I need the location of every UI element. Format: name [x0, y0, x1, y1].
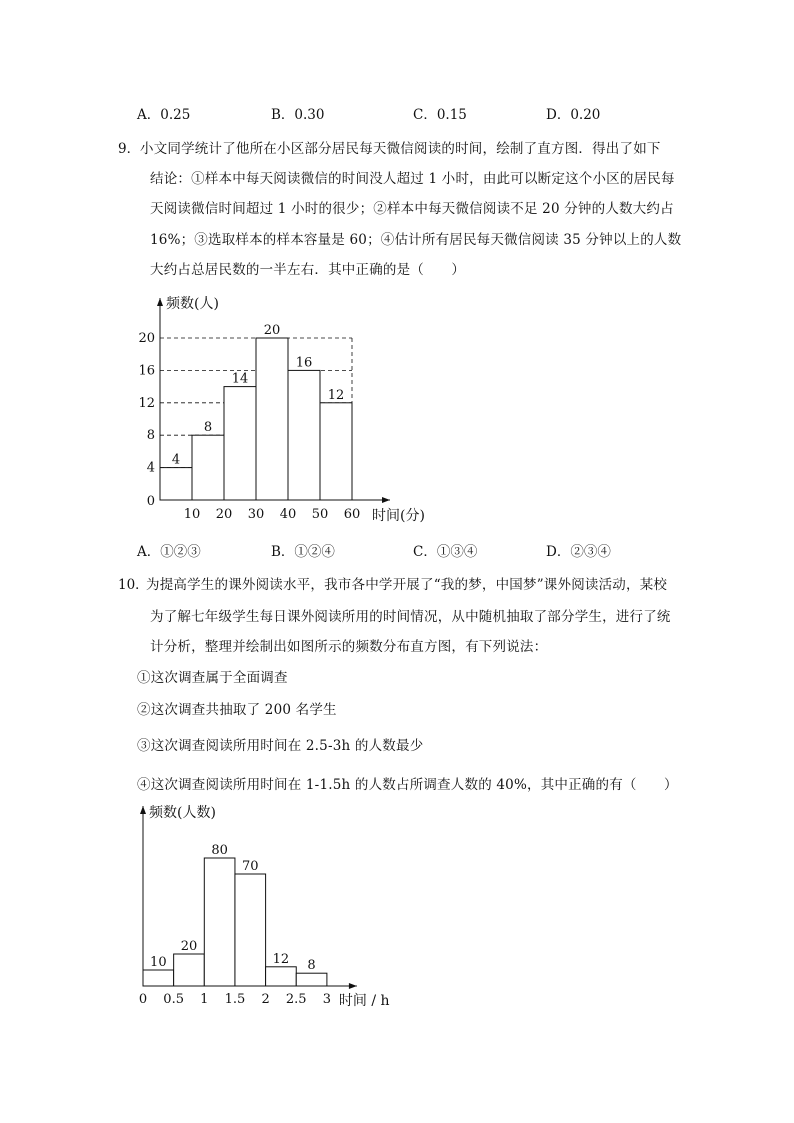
data-label: 20: [180, 939, 198, 954]
data-label: 80: [211, 843, 228, 858]
statement: ④这次调查阅读所用时间在 1-1.5h 的人数占所调查人数的 40%，其中正确的有（ ）: [137, 777, 678, 793]
y-axis-label: 频数(人): [166, 296, 219, 312]
option-c[interactable]: C．①③④: [413, 544, 478, 560]
option-d[interactable]: D．②③④: [546, 544, 611, 560]
x-axis-label: 时间 / h: [338, 993, 390, 1009]
x-tick-label: 2.5: [285, 992, 307, 1007]
question-text-line: 小文同学统计了他所在小区部分居民每天微信阅读的时间，绘制了直方图．得出了如下: [140, 141, 661, 157]
y-tick-label: 20: [138, 331, 155, 346]
data-label: 12: [272, 951, 290, 967]
x-tick-label: 0: [138, 992, 148, 1007]
question-text-line: 结论：①样本中每天阅读微信的时间没人超过 1 小时，由此可以断定这个小区的居民每: [150, 171, 675, 187]
option-b[interactable]: B．①②④: [271, 544, 335, 560]
histogram-bar: [174, 954, 205, 986]
x-tick-label: 40: [279, 507, 297, 522]
question-text-line: 为提高学生的课外阅读水平，我市各中学开展了“我的梦，中国梦”课外阅读活动，某校: [146, 577, 668, 593]
x-axis-arrow: [349, 983, 357, 989]
question-text-line: 计分析，整理并绘制出如图所示的频数分布直方图，有下列说法：: [150, 639, 548, 655]
x-tick-label: 1: [200, 992, 209, 1007]
data-label: 4: [171, 452, 181, 468]
data-label: 20: [263, 323, 281, 338]
histogram-bar: [266, 967, 297, 986]
x-tick-label: 20: [215, 507, 233, 522]
x-axis-arrow: [382, 497, 390, 503]
data-label: 70: [242, 859, 259, 874]
question-text-line: 天阅读微信时间超过 1 小时的很少；②样本中每天微信阅读不足 20 分钟的人数大约占: [150, 201, 674, 217]
histogram-bar: [235, 874, 266, 986]
x-tick-label: 1.5: [224, 992, 246, 1007]
y-axis-arrow: [140, 806, 146, 814]
statement: ③这次调查阅读所用时间在 2.5-3h 的人数最少: [137, 738, 424, 754]
x-tick-label: 2: [261, 992, 270, 1007]
question-number: 10．: [118, 577, 149, 593]
origin-label: 0: [146, 494, 155, 509]
question-number: 9．: [118, 141, 141, 157]
option-a[interactable]: A．0.25: [137, 107, 191, 123]
x-tick-label: 50: [311, 507, 329, 522]
x-tick-label: 60: [343, 507, 361, 522]
question-text-line: 大约占总居民数的一半左右．其中正确的是（ ）: [150, 262, 466, 278]
data-label: 16: [295, 355, 313, 371]
histogram-bar: [192, 435, 224, 500]
data-label: 14: [231, 371, 249, 387]
x-axis-label: 时间(分): [372, 508, 425, 524]
y-axis-label: 频数(人数): [149, 805, 216, 821]
y-tick-label: 12: [138, 395, 155, 411]
x-tick-label: 10: [183, 507, 201, 522]
histogram-chart-2: [120, 800, 410, 1012]
statement: ①这次调查属于全面调查: [137, 670, 288, 686]
y-tick-label: 16: [138, 363, 155, 379]
x-tick-label: 3: [322, 992, 332, 1007]
x-tick-label: 30: [247, 507, 265, 522]
y-axis-arrow: [157, 298, 163, 306]
histogram-bar: [320, 403, 352, 500]
option-c[interactable]: C．0.15: [413, 107, 467, 123]
option-a[interactable]: A．①②③: [137, 544, 201, 560]
question-text-line: 为了解七年级学生每日课外阅读所用的时间情况，从中随机抽取了部分学生，进行了统: [150, 609, 671, 625]
histogram-chart-1: [120, 288, 440, 528]
y-tick-label: 4: [146, 460, 155, 476]
data-label: 12: [327, 387, 345, 403]
statement: ②这次调查共抽取了 200 名学生: [137, 702, 337, 718]
histogram-bar: [296, 973, 327, 986]
option-b[interactable]: B．0.30: [271, 107, 325, 123]
data-label: 10: [150, 955, 167, 970]
histogram-bar: [224, 387, 256, 500]
histogram-bar: [160, 468, 192, 500]
question-text-line: 16%；③选取样本的样本容量是 60；④估计所有居民每天微信阅读 35 分钟以上的人数: [150, 232, 682, 248]
histogram-bar: [288, 370, 320, 500]
histogram-bar: [143, 970, 174, 986]
x-tick-label: 0.5: [163, 992, 184, 1007]
data-label: 8: [307, 958, 316, 974]
y-tick-label: 8: [146, 428, 155, 444]
data-label: 8: [203, 420, 213, 436]
histogram-bar: [256, 338, 288, 500]
histogram-bar: [204, 858, 235, 986]
option-d[interactable]: D．0.20: [546, 107, 601, 123]
